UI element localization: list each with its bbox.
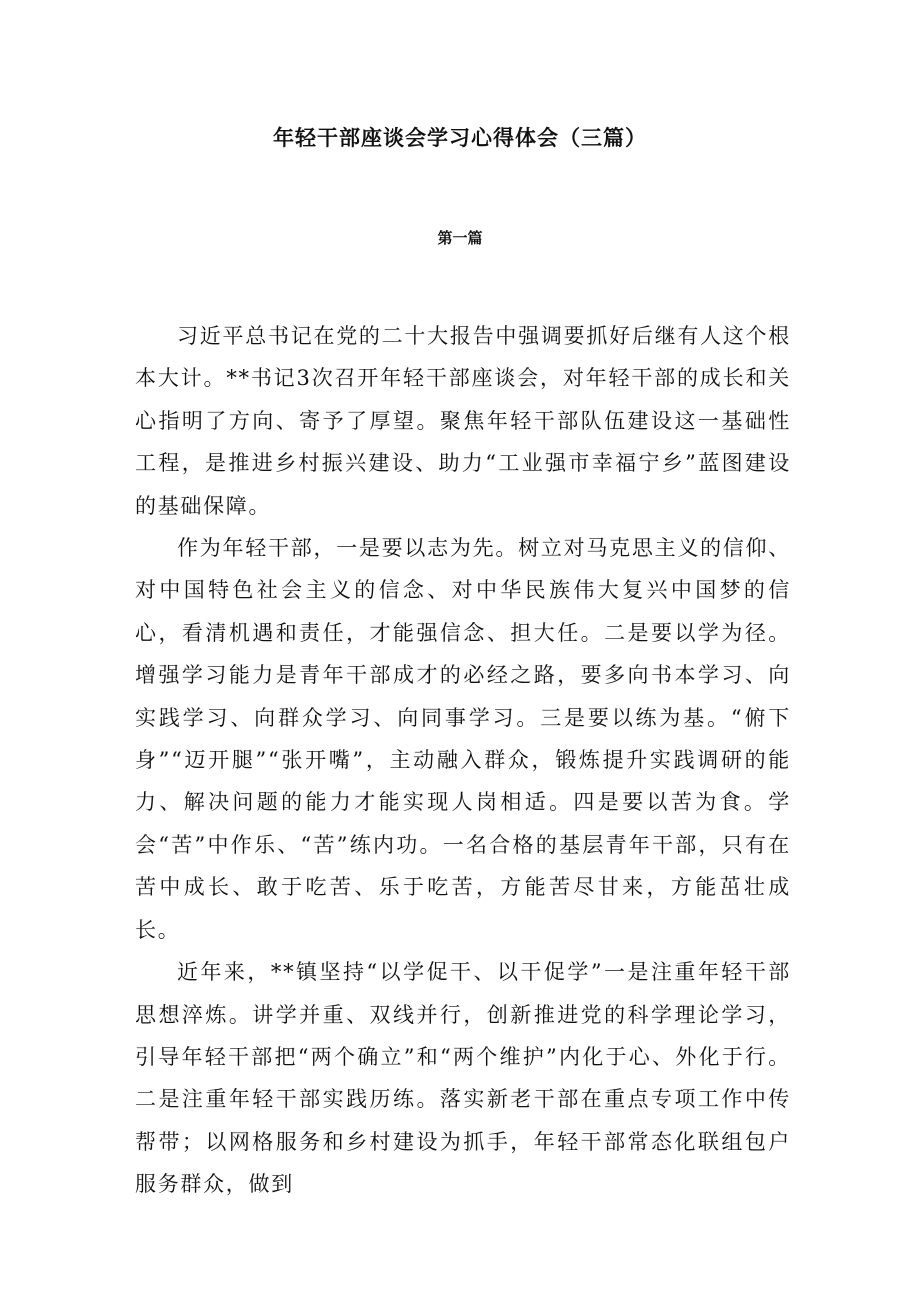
document-title: 年轻干部座谈会学习心得体会（三篇）: [273, 126, 647, 150]
section-label: 第一篇: [437, 229, 483, 247]
paragraph: 习近平总书记在党的二十大报告中强调要抓好后继有人这个根本大计。**书记3次召开年轻干部座谈会，对年轻干部的成长和关心指明了方向、寄予了厚望。聚焦年轻干部队伍建设这一基础性工程，是推进乡村振兴建设、助力“工业强市幸福宁乡”蓝图建设的基础保障。: [135, 324, 791, 518]
paragraph: 近年来，**镇坚持“以学促干、以干促学”一是注重年轻干部思想淬炼。讲学并重、双线并行，创新推进党的科学理论学习，引导年轻干部把“两个确立”和“两个维护”内化于心、外化于行。二是注重年轻干部实践历练。落实新老干部在重点专项工作中传帮带；以网格服务和乡村建设为抓手，年轻干部常态化联组包户服务群众，做到: [135, 960, 791, 1197]
document-body: [135, 315, 791, 1206]
paragraph: 作为年轻干部，一是要以志为先。树立对马克思主义的信仰、对中国特色社会主义的信念、对中华民族伟大复兴中国梦的信心，看清机遇和责任，才能强信念、担大任。二是要以学为径。增强学习能力是青年干部成才的必经之路，要多向书本学习、向实践学习、向群众学习、向同事学习。三是要以练为基。“俯下身”“迈开腿”“张开嘴”，主动融入群众，锻炼提升实践调研的能力、解决问题的能力才能实现人岗相适。四是要以苦为食。学会“苦”中作乐、“苦”练内功。一名合格的基层青年干部，只有在苦中成长、敢于吃苦、乐于吃苦，方能苦尽甘来，方能茁壮成长。: [135, 536, 791, 942]
